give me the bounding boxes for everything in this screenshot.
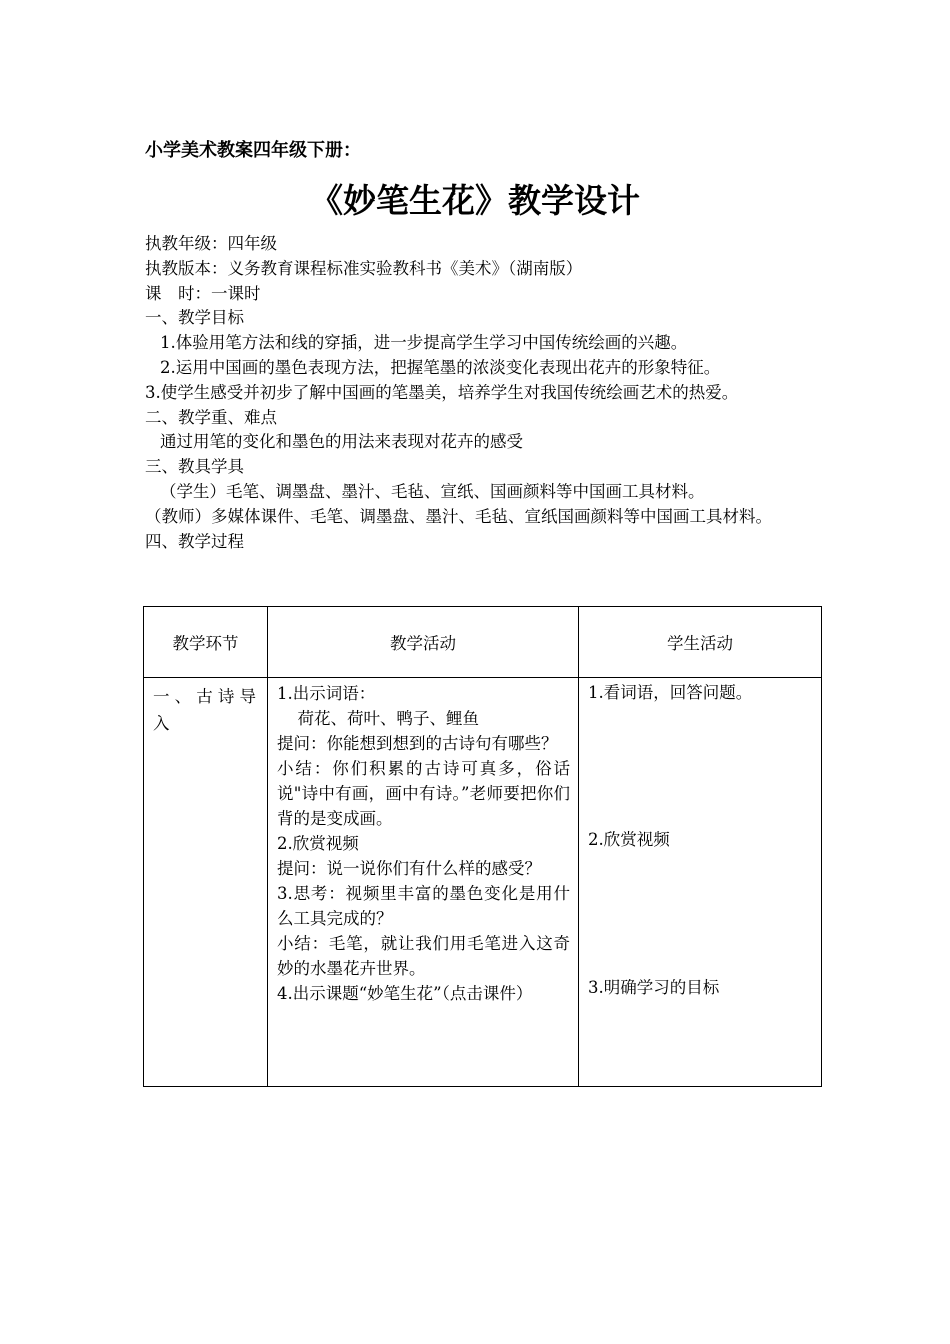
table-header-row — [144, 607, 822, 678]
hours-line: 课 时：一课时 — [145, 283, 261, 303]
activity-line: 4.出示课题“妙笔生花”（点击课件） — [277, 984, 533, 1003]
lesson-table — [143, 606, 822, 1087]
keypoints-text: 通过用笔的变化和墨色的用法来表现对花卉的感受 — [160, 432, 523, 452]
section-heading-objectives: 一、教学目标 — [145, 308, 244, 328]
activity-line: 1.出示词语： — [277, 684, 376, 703]
activity-line: 提问：说一说你们有什么样的感受？ — [277, 859, 541, 878]
activity-line: 3.思考：视频里丰富的墨色变化是用什么工具完成的？ — [277, 884, 570, 928]
student-activities — [579, 678, 821, 1086]
section-heading-process: 四、教学过程 — [145, 531, 244, 551]
header-student: 学生活动 — [579, 607, 822, 678]
table-row — [144, 678, 822, 1087]
tools-student: （学生）毛笔、调墨盘、墨汁、毛毡、宣纸、国画颜料等中国画工具材料。 — [160, 481, 705, 501]
activities-list — [268, 678, 578, 1009]
section-heading-keypoints: 二、教学重、难点 — [145, 407, 277, 427]
activity-line: 提问：你能想到想到的古诗句有哪些？ — [277, 734, 558, 753]
objective-item-3: 3.使学生感受并初步了解中国画的笔墨美，培养学生对我国传统绘画艺术的热爱。 — [145, 382, 739, 402]
edition-line: 执教版本：义务教育课程标准实验教科书《美术》（湖南版） — [145, 258, 583, 278]
stage-cell — [144, 678, 268, 1087]
doc-title: 《妙笔生花》教学设计 — [310, 181, 640, 220]
student-cell — [579, 678, 822, 1087]
grade-line: 执教年级：四年级 — [145, 234, 277, 253]
activity-line: 2.欣赏视频 — [277, 834, 359, 853]
objective-item-2: 2.运用中国画的墨色表现方法，把握笔墨的浓淡变化表现出花卉的形象特征。 — [160, 357, 721, 377]
tools-teacher: （教师）多媒体课件、毛笔、调墨盘、墨汁、毛毡、宣纸国画颜料等中国画工具材料。 — [145, 506, 772, 526]
doc-body — [145, 232, 817, 554]
section-heading-tools: 三、教具学具 — [145, 457, 244, 477]
objective-item-1: 1.体验用笔方法和线的穿插，进一步提高学生学习中国传统绘画的兴趣。 — [160, 333, 688, 353]
header-activities: 教学活动 — [268, 607, 579, 678]
doc-subtitle: 小学美术教案四年级下册： — [145, 140, 361, 161]
activity-line: 小结：毛笔，就让我们用毛笔进入这奇妙的水墨花卉世界。 — [277, 934, 570, 978]
student-activity-3: 3.明确学习的目标 — [588, 978, 720, 997]
activity-line: 小结：你们积累的古诗可真多，俗话说"诗中有画，画中有诗。”老师要把你们背的是变成画。 — [277, 759, 570, 828]
student-activity-1: 1.看词语，回答问题。 — [588, 683, 753, 702]
header-stage: 教学环节 — [144, 607, 268, 678]
activities-cell — [268, 678, 579, 1087]
activity-line: 荷花、荷叶、鸭子、鲤鱼 — [281, 709, 479, 728]
stage-label: 一、古诗导入 — [153, 687, 259, 733]
student-activity-2: 2.欣赏视频 — [588, 830, 670, 849]
